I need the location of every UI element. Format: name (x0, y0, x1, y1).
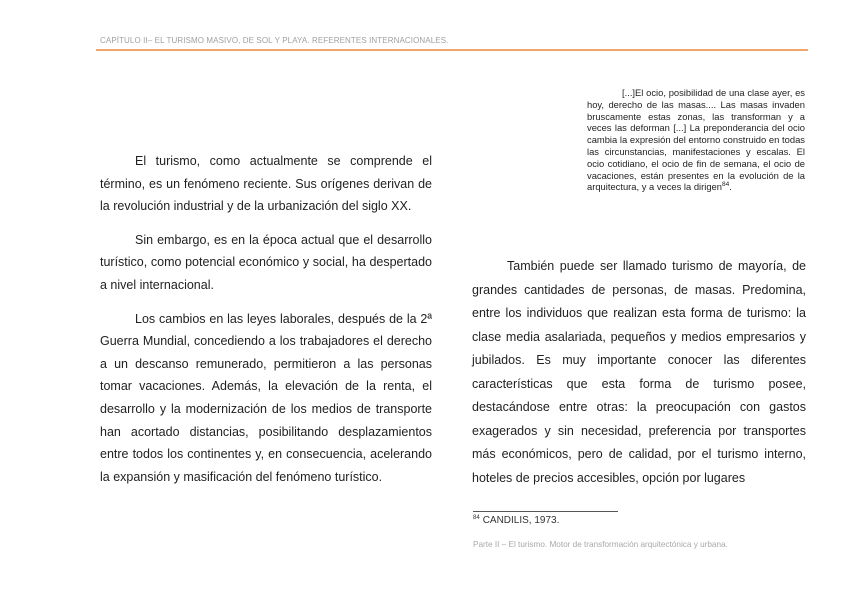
footnote-reference[interactable]: 84 (721, 181, 730, 189)
block-quote: [...]El ocio, posibilidad de una clase ayer, es hoy, derecho de las masas.... Las masas invaden bruscamente estas zonas, las transforman y a veces las deforman [...] La preponderancia del ocio cambia la expresión del entorno construido en todas las circunstancias, manifestaciones y escalas. El ocio cotidiano, el ocio de fin de semana, el ocio de vacaciones, están presentes en la evolución de la arquitectura, y a veces la dirigen$^{84}$. (587, 87, 805, 193)
footnote-text: CANDILIS, 1973. (482, 515, 560, 526)
footnote-number: 84 (473, 515, 480, 521)
footnote-divider (473, 511, 618, 512)
body-paragraph: Sin embargo, es en la época actual que el desarrollo turístico, como potencial económico y social, ha despertado a nivel internacional. (100, 232, 432, 292)
body-paragraph: El turismo, como actualmente se comprende el término, es un fenómeno reciente. Sus orígenes derivan de la revolución industrial y de la urbanización del siglo XX. (100, 154, 432, 214)
header-divider (96, 49, 808, 51)
running-footer: Parte II – El turismo. Motor de transformación arquitectónica y urbana. (473, 540, 728, 549)
right-column (472, 255, 806, 490)
left-column (100, 150, 432, 488)
quote-text: [...]El ocio, posibilidad de una clase ayer, es hoy, derecho de las masas.... Las masas invaden bruscamente estas zonas, las transforman y a veces las deforman [...] La preponderancia del ocio cambia la expresión del entorno construido en todas las circunstancias, manifestaciones y escalas. El ocio cotidiano, el ocio de fin de semana, el ocio de vacaciones, están presentes en la evolución de la arquitectura, y a veces la dirigen (587, 87, 805, 193)
body-paragraph: También puede ser llamado turismo de mayoría, de grandes cantidades de personas, de masas. Predomina, entre los individuos que realizan esta forma de turismo: la clase media asalariada, pequeños y medios empresarios y jubilados. Es muy importante conocer las diferentes características que esta forma de turismo posee, destacándose entre otras: la preocupación con gastos exagerados y sin necesidad, preferencia por transportes más económicos, pero de calidad, por el turismo interno, hoteles de precios accesibles, opción por lugares (472, 259, 806, 485)
footnote (473, 515, 559, 526)
body-paragraph: Los cambios en las leyes laborales, después de la 2ª Guerra Mundial, concediendo a los trabajadores el derecho a un descanso remunerado, permitieron a las personas tomar vacaciones. Además, la elevación de la renta, el desarrollo y la modernización de los medios de transporte han acortado distancias, posibilitando desplazamientos entre todos los continentes y, en consecuencia, acelerando la expansión y masificación del fenómeno turístico. (100, 311, 432, 484)
running-header: CAPÍTULO II– EL TURISMO MASIVO, DE SOL Y PLAYA. REFERENTES INTERNACIONALES. (100, 36, 449, 45)
